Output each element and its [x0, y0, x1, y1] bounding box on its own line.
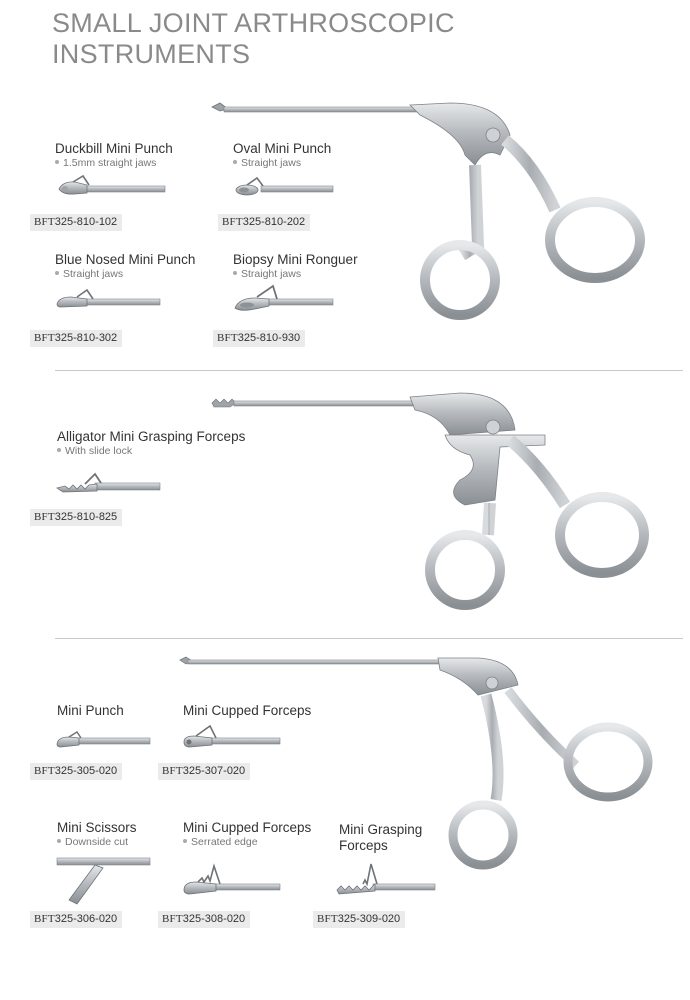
- mini-punch-tip-image: [55, 728, 150, 752]
- product-mini-scissors: [57, 820, 137, 849]
- product-name: Biopsy Mini Ronguer: [233, 252, 358, 267]
- product-name: Mini Scissors: [57, 820, 137, 835]
- blue-nosed-punch-tip-image: [55, 285, 160, 315]
- product-desc: Straight jaws: [55, 268, 195, 281]
- bullet-icon: [57, 448, 61, 452]
- product-name: Mini Cupped Forceps: [183, 703, 312, 718]
- product-mini-punch: [57, 703, 124, 719]
- product-name: Mini Punch: [57, 703, 124, 718]
- product-code: BFT325-309-020: [313, 911, 405, 928]
- product-blue-nosed-mini-punch: [55, 252, 195, 281]
- mini-punch-instrument-image: [210, 95, 670, 325]
- product-mini-cupped-forceps: [183, 703, 311, 719]
- product-code: BFT325-810-825: [30, 509, 122, 526]
- mini-grasping-forceps-tip-image: [335, 860, 435, 900]
- mini-scissors-tip-image: [55, 852, 150, 908]
- product-code: BFT325-810-930: [213, 330, 305, 347]
- mini-cupped-forceps-tip-image: [180, 722, 280, 752]
- product-mini-grasping-forceps: [339, 822, 422, 854]
- duckbill-punch-tip-image: [55, 173, 165, 203]
- product-duckbill-mini-punch: [55, 141, 173, 170]
- section-divider: [55, 370, 683, 371]
- alligator-forceps-instrument-image: [210, 385, 670, 615]
- bullet-icon: [57, 839, 61, 843]
- product-code: BFT325-306-020: [30, 911, 122, 928]
- page-title-line-2: INSTRUMENTS: [52, 39, 251, 69]
- product-code: BFT325-810-302: [30, 330, 122, 347]
- product-desc: With slide lock: [57, 445, 245, 458]
- product-name-line-2: Forceps: [339, 838, 388, 853]
- product-name: Oval Mini Punch: [233, 141, 332, 156]
- bullet-icon: [183, 839, 187, 843]
- product-code: BFT325-305-020: [30, 763, 122, 780]
- page-title: [52, 8, 455, 70]
- serrated-cupped-forceps-tip-image: [180, 860, 280, 900]
- product-code: BFT325-308-020: [158, 911, 250, 928]
- section-divider: [55, 638, 683, 639]
- product-name: Mini Grasping: [339, 822, 423, 837]
- product-desc: 1.5mm straight jaws: [55, 157, 173, 170]
- product-code: BFT325-810-202: [218, 214, 310, 231]
- product-mini-cupped-forceps-serrated: [183, 820, 311, 849]
- product-desc: Downside cut: [57, 836, 137, 849]
- product-desc: Serrated edge: [183, 836, 311, 849]
- product-name: Alligator Mini Grasping Forceps: [57, 429, 246, 444]
- product-desc: Straight jaws: [233, 268, 358, 281]
- page-title-line-1: SMALL JOINT ARTHROSCOPIC: [52, 8, 455, 38]
- product-code: BFT325-307-020: [158, 763, 250, 780]
- product-desc: Straight jaws: [233, 157, 331, 170]
- bullet-icon: [55, 160, 59, 164]
- product-name: Blue Nosed Mini Punch: [55, 252, 196, 267]
- alligator-forceps-tip-image: [55, 470, 160, 500]
- product-code: BFT325-810-102: [30, 214, 122, 231]
- product-name: Mini Cupped Forceps: [183, 820, 312, 835]
- bullet-icon: [55, 271, 59, 275]
- product-name: Duckbill Mini Punch: [55, 141, 173, 156]
